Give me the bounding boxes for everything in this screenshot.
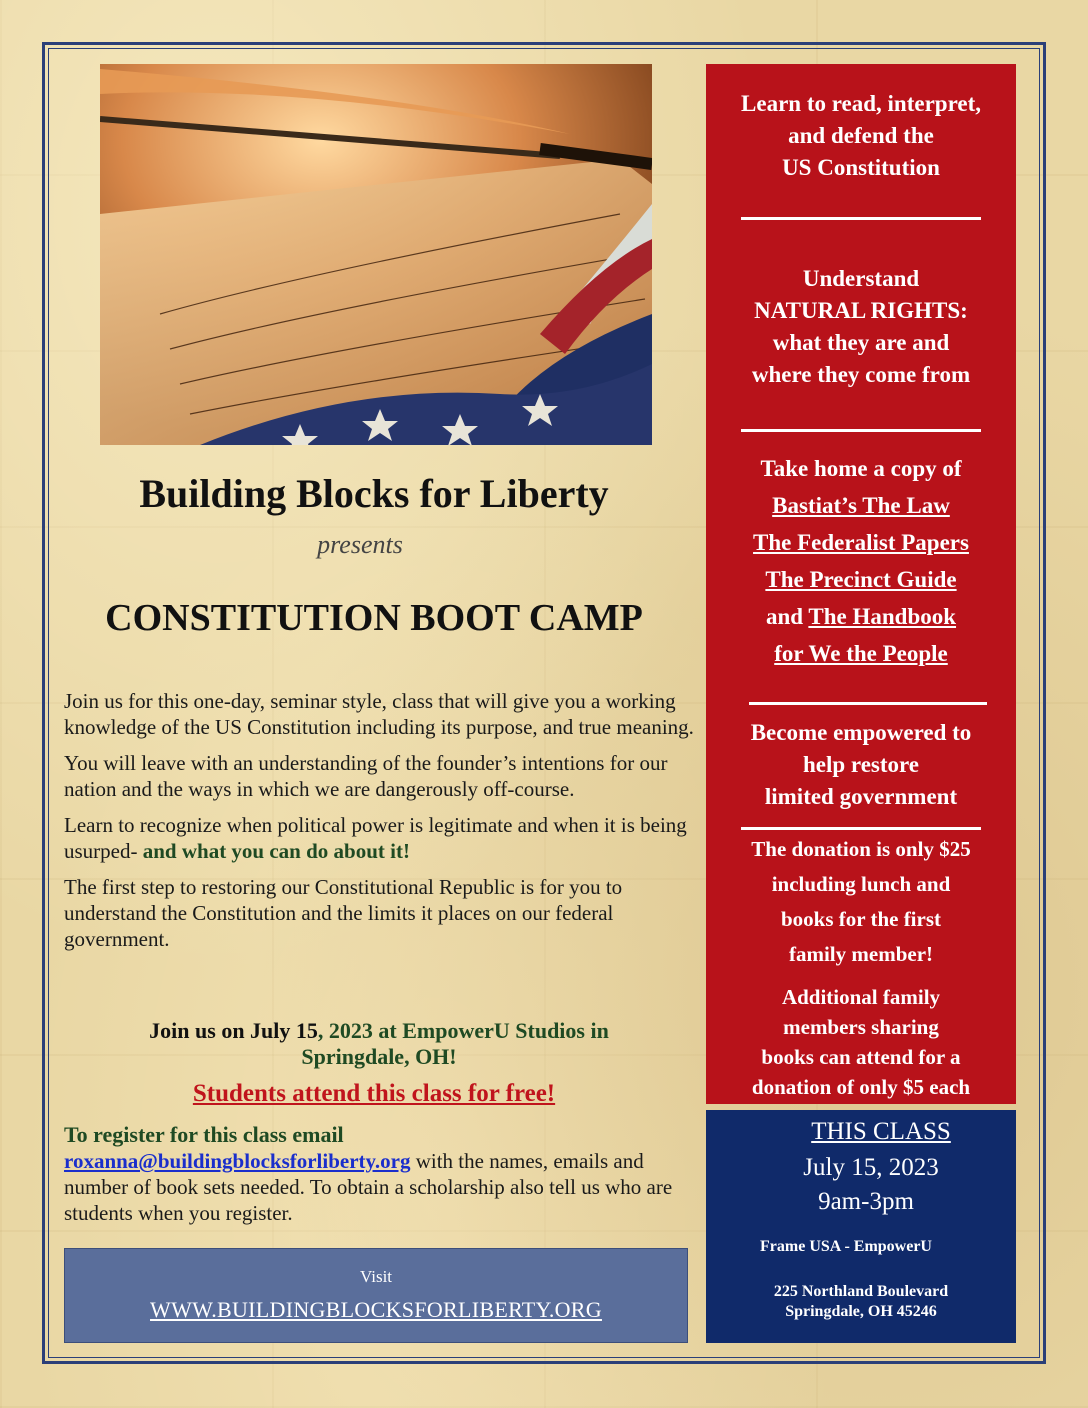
class-address [706,1282,1016,1322]
presents-text: presents [317,530,403,559]
understand-line-4: where they come from [751,362,971,387]
register-instructions [64,1122,694,1226]
event-date-text: Join us on July 15 [149,1018,318,1043]
class-date: July 15, 2023 [803,1154,939,1181]
address-line-1: 225 Northland Boulevard [773,1283,949,1300]
event-city-text: Springdale, OH! [301,1044,457,1069]
org-title: Building Blocks for Liberty [139,471,609,516]
empower-line-1: Become empowered to [750,720,972,745]
donation-line-2: including lunch and [771,872,951,896]
additional-line-4: donation of only $5 each [751,1075,971,1099]
empower-line-3: limited government [764,784,958,809]
event-announcement [64,1018,694,1070]
benefits-sidebar [706,64,1016,1104]
books-block [706,450,1016,672]
book-link-handbook[interactable]: The Handbook [808,604,957,629]
understand-line-1: Understand [802,266,920,291]
visit-label: Visit [359,1267,393,1286]
additional-line-1: Additional family [781,985,941,1009]
additional-block [706,982,1016,1102]
register-lead: To register for this class email [64,1122,344,1147]
learn-block [706,88,1016,184]
additional-line-2: members sharing [783,1015,939,1039]
empower-block [706,717,1016,813]
take-home-text: Take home a copy of [760,456,962,481]
learn-line-1: Learn to read, interpret, [741,91,981,116]
divider [741,217,981,220]
recognize-emphasis: and what you can do about it! [137,839,410,863]
additional-line-3: books can attend for a [761,1045,961,1069]
divider [741,429,981,432]
understand-line-2: NATURAL RIGHTS: [754,298,968,323]
natural-rights-block [706,263,1016,391]
description-body [64,688,694,962]
website-link[interactable]: WWW.BUILDINGBLOCKSFORLIBERTY.ORG [150,1297,602,1322]
camp-title: CONSTITUTION BOOT CAMP [105,597,643,639]
donation-line-1: The donation is only $25 [751,837,971,861]
donation-line-3: books for the first [780,907,942,931]
and-text: and [765,604,809,629]
we-the-people-quill-flag-icon [100,64,652,445]
class-heading: THIS CLASS [811,1118,951,1145]
learn-line-2: and defend the [788,123,934,148]
donation-block [706,832,1016,972]
register-details: with the names, emails and number of book sets needed. To obtain a scholarship also tell us who are students when you register. [64,1149,673,1225]
recognize-text: Learn to recognize when political power is legitimate and when it is being usurped- [64,813,687,863]
divider [741,827,981,830]
paragraph-recognize [64,812,694,864]
we-the-people-image [100,64,652,445]
students-free-note: Students attend this class for free! [192,1080,556,1107]
paragraph-understanding: You will leave with an understanding of the founder’s intentions for our nation and the ways in which we are dangerously off-course. [64,751,668,801]
book-link-handbook-cont[interactable]: for We the People [774,641,948,666]
class-venue: Frame USA - EmpowerU [760,1238,932,1255]
learn-line-3: US Constitution [782,155,940,180]
empower-line-2: help restore [802,752,920,777]
book-link-federalist[interactable]: The Federalist Papers [753,530,969,555]
paragraph-intro: Join us for this one-day, seminar style, class that will give you a working knowledge of the US Constitution including its purpose, and true meaning. [64,689,694,739]
event-venue-text: , 2023 at EmpowerU Studios in [317,1018,609,1043]
divider [749,702,987,705]
address-line-2: Springdale, OH 45246 [785,1303,937,1320]
register-email-link[interactable]: roxanna@buildingblocksforliberty.org [64,1149,411,1173]
class-time: 9am-3pm [818,1188,914,1215]
understand-line-3: what they are and [772,330,950,355]
visit-website-box [64,1248,688,1343]
donation-line-4: family member! [788,942,934,966]
paragraph-first-step: The first step to restoring our Constitutional Republic is for you to understand the Constitution and the limits it places on our federal government. [64,875,623,951]
book-link-precinct[interactable]: The Precinct Guide [765,567,957,592]
book-link-bastiat[interactable]: Bastiat’s The Law [772,493,950,518]
class-details-box [706,1110,1016,1343]
